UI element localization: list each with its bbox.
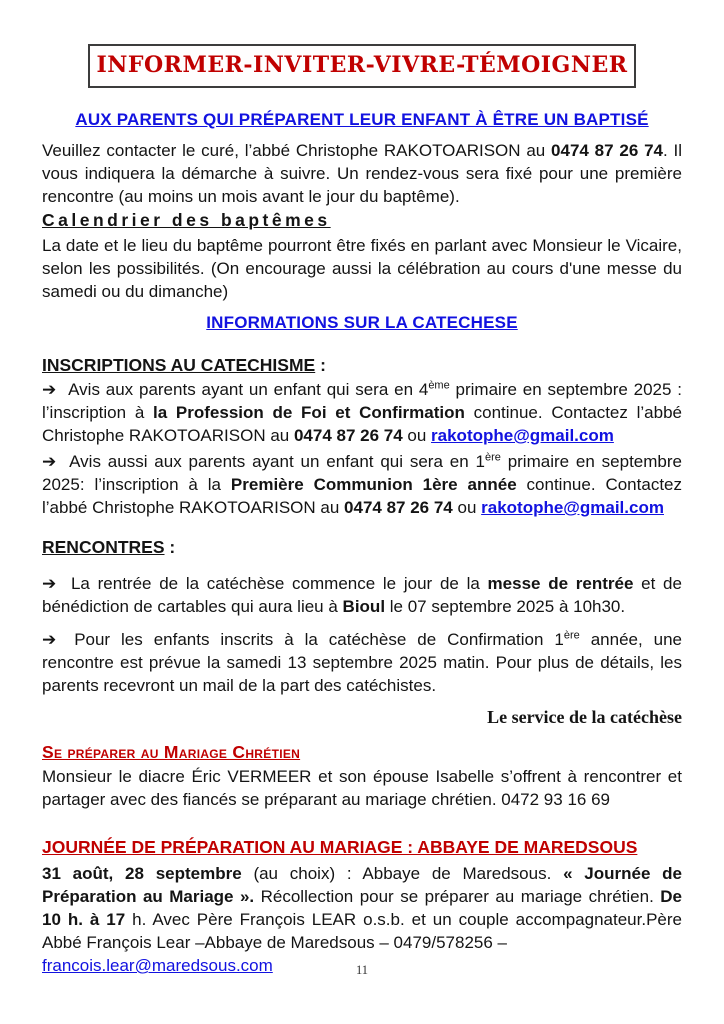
text-run: primaire en septembre 2025: l’inscription à la — [42, 452, 682, 494]
text-run: le 07 septembre 2025 à 10h30. — [385, 597, 626, 616]
calendrier-paragraph — [42, 234, 682, 303]
francois-lear-email-link[interactable]: francois.lear@maredsous.com — [42, 956, 273, 975]
page-number: 11 — [355, 963, 369, 977]
text-run: Monsieur le diacre Éric VERMEER et son épouse Isabelle s’offrent à rencontrer et partager avec des fiancés se préparant au mariage chrétien. 0472 93 16 69 — [42, 767, 682, 809]
calendrier-heading-text: Calendrier des baptêmes — [42, 210, 331, 230]
text-run: h. Avec Père François LEAR o.s.b. et un couple accompagnateur.Père Abbé François Lear –Abbaye de Maredsous – 0479/578256 – — [42, 910, 682, 952]
text-run: année, une rencontre est prévue la samedi 13 septembre 2025 matin. Pour plus de détails, les parents recevront un mail de la part des catéchistes. — [42, 630, 683, 695]
rencontres-heading-text: RENCONTRES — [42, 537, 165, 557]
arrow-bullet-icon: ➔ — [42, 380, 57, 399]
bapteme-section-heading — [42, 110, 682, 130]
bapteme-intro-paragraph — [42, 139, 682, 208]
text-run: continue. Contactez l’abbé Christophe RAKOTOARISON au — [42, 475, 682, 517]
text-run: la Profession de Foi et Confirmation — [153, 403, 465, 422]
text-run: . Il vous indiquera la démarche à suivre. Un rendez-vous sera fixé pour une première rencontre (au moins un mois avant le jour du baptême). — [42, 141, 683, 206]
text-run: ou — [452, 498, 482, 517]
text-run: Pour les enfants inscrits à la catéchèse de Confirmation 1 — [63, 630, 564, 649]
mariage-paragraph — [42, 765, 682, 811]
text-run: ère — [484, 451, 501, 464]
journee-paragraph — [42, 862, 682, 977]
text-run: continue. Contactez l’abbé Christophe RAKOTOARISON au — [42, 403, 682, 445]
text-run: Avis aussi aux parents ayant un enfant qui sera en 1 — [63, 452, 485, 471]
text-run: Avis aux parents ayant un enfant qui sera en 4 — [63, 380, 429, 399]
banner-title: INFORMER-INVITER-VIVRE-TÉMOIGNER — [96, 52, 628, 78]
catechese-heading-text: INFORMATIONS SUR LA CATECHESE — [206, 313, 518, 332]
text-run: La date et le lieu du baptême pourront être fixés en parlant avec Monsieur le Vicaire, selon les possibilités. (On encourage aussi la célébration au cours d'une messe du samedi ou du dimanche) — [42, 236, 682, 301]
text-run: (au choix) : Abbaye de Maredsous. — [241, 864, 564, 883]
rakotophe-email-link[interactable]: rakotophe@gmail.com — [481, 498, 664, 517]
text-run: Première Communion 1ère année — [230, 475, 517, 494]
arrow-bullet-icon: ➔ — [42, 630, 57, 649]
rencontre-rentree-paragraph — [42, 572, 682, 618]
inscriptions-heading-colon: : — [315, 355, 326, 375]
text-run: ou — [402, 426, 432, 445]
text-run: 31 août, 28 septembre — [42, 864, 242, 883]
rencontre-confirmation-paragraph — [42, 628, 682, 697]
avis-quatrieme-paragraph — [42, 378, 682, 447]
text-run: primaire en septembre 2025 : l’inscription à — [42, 380, 682, 422]
text-run: ème — [428, 379, 450, 392]
catechese-signature: Le service de la catéchèse — [487, 707, 682, 727]
avis-premiere-paragraph — [42, 450, 682, 519]
text-run: ère — [563, 629, 580, 642]
text-run: 0474 87 26 74 — [551, 141, 663, 160]
inscriptions-heading-text: INSCRIPTIONS AU CATECHISME — [42, 355, 316, 375]
journee-heading-text: JOURNÉE DE PRÉPARATION AU MARIAGE : ABBAYE DE MAREDSOUS — [42, 837, 638, 857]
text-run: « Journée de Préparation au Mariage ». — [42, 864, 683, 906]
bapteme-heading-text: AUX PARENTS QUI PRÉPARENT LEUR ENFANT À ÊTRE UN BAPTISÉ — [75, 110, 649, 129]
journee-heading — [42, 835, 682, 861]
text-run: Bioul — [342, 597, 386, 616]
banner-box — [88, 44, 636, 88]
text-run: La rentrée de la catéchèse commence le jour de la — [63, 574, 488, 593]
text-run: Récollection pour se préparer au mariage chrétien. — [254, 887, 661, 906]
text-run: 0474 87 26 74 — [293, 426, 403, 445]
rencontres-heading — [42, 535, 682, 559]
arrow-bullet-icon: ➔ — [42, 452, 57, 471]
rakotophe-email-link[interactable]: rakotophe@gmail.com — [431, 426, 614, 445]
text-run: Veuillez contacter le curé, l’abbé Christophe RAKOTOARISON au — [42, 141, 552, 160]
arrow-bullet-icon: ➔ — [42, 574, 57, 593]
mariage-heading-text: Se préparer au Mariage Chrétien — [42, 742, 301, 762]
text-run: De 10 h. à 17 — [42, 887, 683, 929]
text-run: et de bénédiction de cartables qui aura lieu à — [42, 574, 682, 616]
rencontres-heading-colon: : — [164, 537, 176, 557]
text-run: 0474 87 26 74 — [344, 498, 453, 517]
calendrier-heading — [42, 208, 682, 234]
catechese-section-heading — [42, 313, 682, 333]
mariage-heading — [42, 741, 682, 765]
text-run: messe de rentrée — [487, 574, 634, 593]
inscriptions-heading — [42, 353, 682, 377]
